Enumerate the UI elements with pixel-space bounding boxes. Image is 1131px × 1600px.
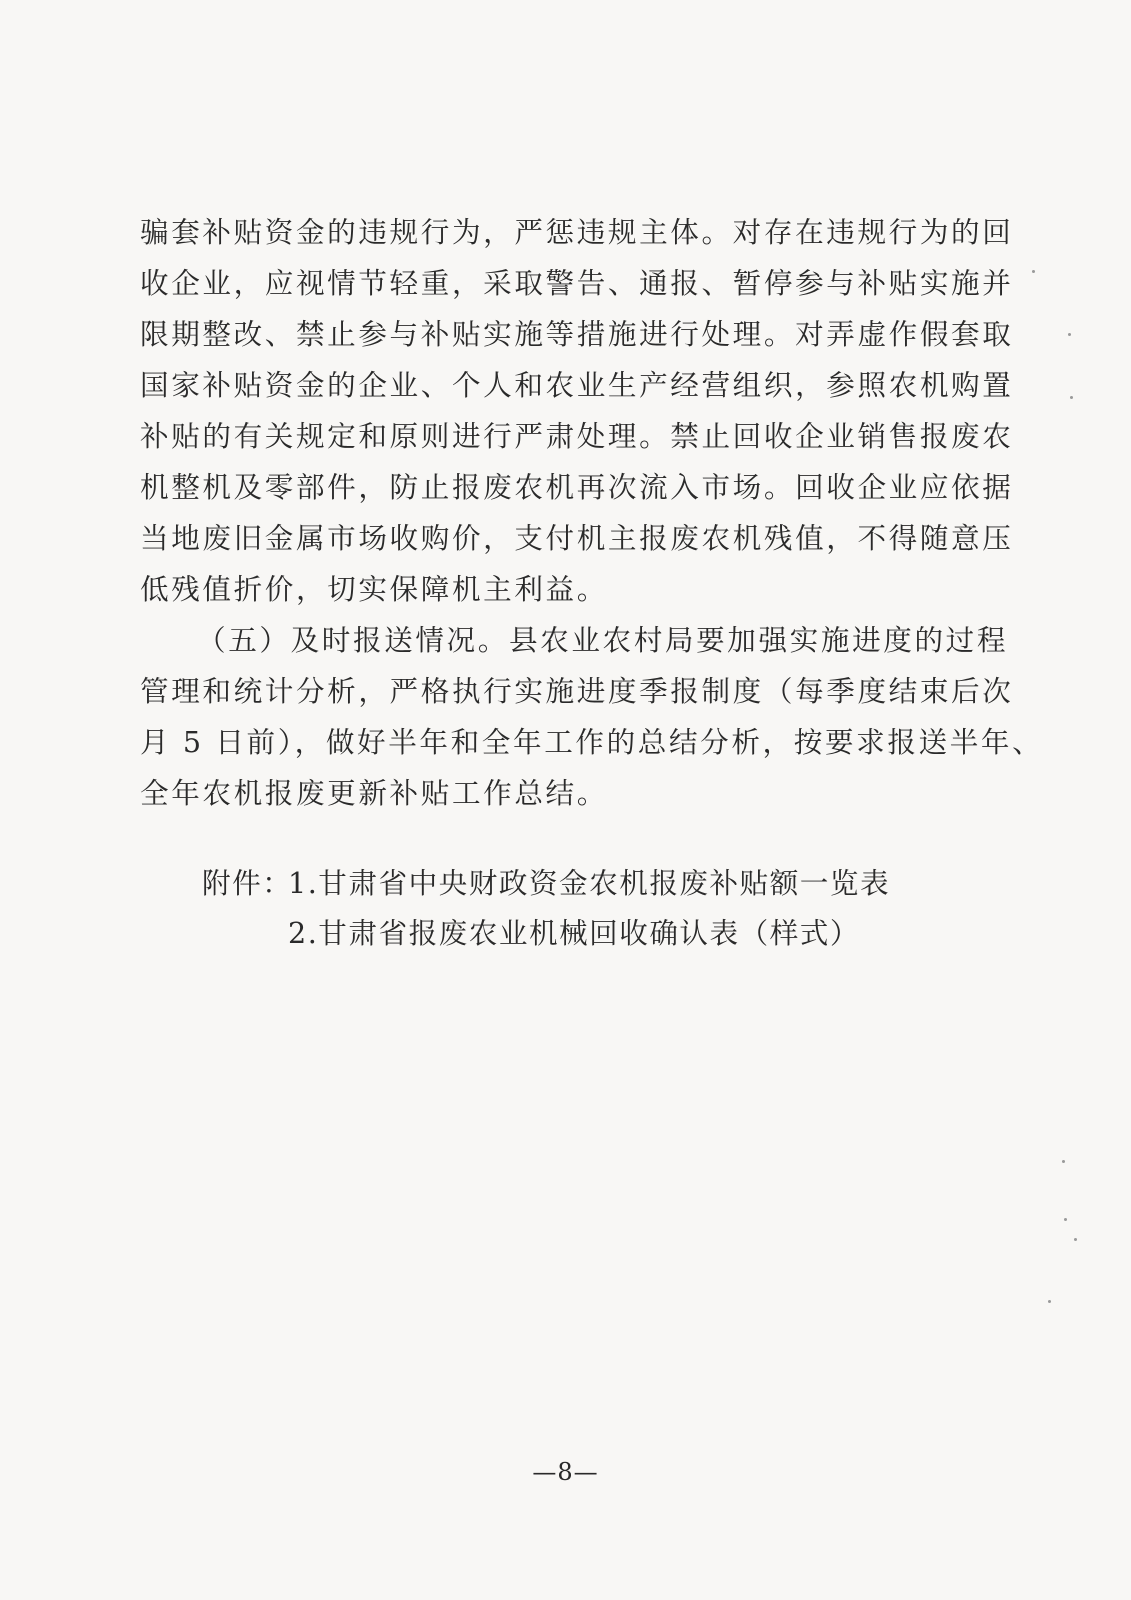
document-body xyxy=(140,207,1044,819)
text-line: 国家补贴资金的企业、个人和农业生产经营组织，参照农机购置 xyxy=(140,368,1014,402)
scan-speck xyxy=(1070,396,1073,399)
paragraph-2 xyxy=(140,615,1044,819)
attachment-item: 1.甘肃省中央财政资金农机报废补贴额一览表 xyxy=(288,866,891,900)
attachments-label: 附件： xyxy=(202,866,293,900)
text-line: 管理和统计分析，严格执行实施进度季报制度（每季度结束后次 xyxy=(140,674,1014,708)
text-line: 机整机及零部件，防止报废农机再次流入市场。回收企业应依据 xyxy=(140,470,1014,504)
attachment-row xyxy=(202,858,890,908)
text-line: 低残值折价，切实保障机主利益。 xyxy=(140,572,608,606)
attachments-section xyxy=(202,858,890,958)
paragraph-1 xyxy=(140,207,1014,615)
scan-speck xyxy=(1032,270,1035,273)
scan-speck xyxy=(1068,333,1071,336)
text-line: 补贴的有关规定和原则进行严肃处理。禁止回收企业销售报废农 xyxy=(140,419,1014,453)
text-line: 限期整改、禁止参与补贴实施等措施进行处理。对弄虚作假套取 xyxy=(140,317,1014,351)
scan-speck xyxy=(1064,1218,1067,1221)
text-line: 收企业，应视情节轻重，采取警告、通报、暂停参与补贴实施并 xyxy=(140,266,1014,300)
scan-speck xyxy=(1074,1238,1077,1241)
text-line: 当地废旧金属市场收购价，支付机主报废农机残值，不得随意压 xyxy=(140,521,1014,555)
scan-speck xyxy=(1062,1160,1065,1163)
scan-speck xyxy=(1048,1300,1051,1303)
text-line: 全年农机报废更新补贴工作总结。 xyxy=(140,776,608,810)
text-line: 月 5 日前），做好半年和全年工作的总结分析，按要求报送半年、 xyxy=(140,725,1044,759)
text-line: 骗套补贴资金的违规行为，严惩违规主体。对存在违规行为的回 xyxy=(140,215,1014,249)
text-line: （五）及时报送情况。县农业农村局要加强实施进度的过程 xyxy=(197,623,1009,657)
attachment-row xyxy=(202,908,890,958)
attachment-item: 2.甘肃省报废农业机械回收确认表（样式） xyxy=(288,916,860,950)
page-number: —8— xyxy=(532,1458,599,1486)
